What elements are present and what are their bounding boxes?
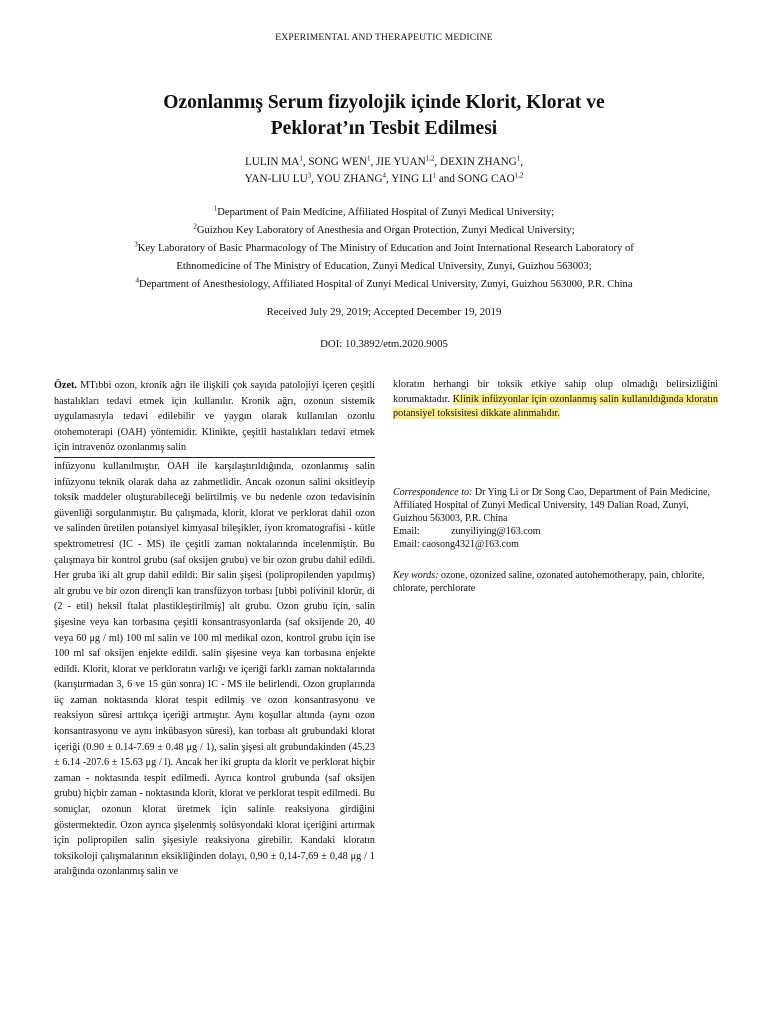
affiliation-text: Department of Pain Medicine, Affiliated Hospital of Zunyi Medical University; xyxy=(217,207,555,218)
email-label: Email: xyxy=(393,526,420,537)
highlighted-sentence: Klinik infüzyonlar için ozonlanmış salin kullanıldığında kloratın potansiyel toksisitesi dikkate alınmalıdır. xyxy=(393,393,718,420)
author-line-1 xyxy=(84,154,684,171)
abstract-continuation xyxy=(393,378,718,422)
author-affil-sup: 1 xyxy=(516,154,521,163)
author-name: LULIN MA xyxy=(244,156,300,168)
keywords-label: Key words: xyxy=(393,570,439,581)
affiliation-number: 1 xyxy=(213,204,218,213)
author-affil-sup: 4 xyxy=(382,171,387,180)
title-line-1: Ozonlanmış Serum fizyolojik içinde Klorit, Klorat ve xyxy=(163,92,605,113)
paper-title xyxy=(84,90,684,142)
correspondence-address: Dr Ying Li or Dr Song Cao, Department of Pain Medicine, Affiliated Hospital of Zunyi Medical University, 149 Dalian Road, Zunyi, Guizhou 563003, P.R. China xyxy=(393,487,710,524)
affiliation-text: Guizhou Key Laboratory of Anesthesia and Organ Protection, Zunyi Medical University; xyxy=(196,225,575,236)
correspondence-block xyxy=(393,486,718,551)
author-affil-sup: 1,2 xyxy=(514,171,524,180)
author-line-2 xyxy=(84,171,684,188)
email-row-2 xyxy=(393,538,718,551)
author-name: and SONG CAO xyxy=(436,173,515,185)
author-name: , DEXIN ZHANG xyxy=(434,156,517,168)
author-separator: , xyxy=(520,156,524,168)
email-link[interactable]: caosong4321@163.com xyxy=(422,539,519,550)
author-affil-sup: 1,2 xyxy=(425,154,435,163)
affiliation-1 xyxy=(60,204,708,222)
author-name: , YOU ZHANG xyxy=(311,173,383,185)
keywords-block xyxy=(393,569,718,595)
author-affil-sup: 1 xyxy=(432,171,437,180)
keywords-text: ozone, ozonized saline, ozonated autohemotherapy, pain, chlorite, chlorate, perchlorate xyxy=(393,570,705,594)
email-link[interactable]: zunyiliying@163.com xyxy=(451,526,541,537)
affiliation-3 xyxy=(60,240,708,258)
email-row-1 xyxy=(393,525,718,538)
abstract-right-column xyxy=(393,378,718,422)
affiliation-number: 4 xyxy=(135,276,139,285)
email-label: Email: xyxy=(393,539,420,550)
abstract-text: MTıbbi ozon, kronik ağrı ile ilişkili çok sayıda patolojiyi içeren çeşitli hastalıkları tedavi etmek için kullanılır. Kronik ağrı, ozonun sistemik uygulamasıyla tedavi edilebilir ve yaygın olarak kullanılan ozonlu otohemoterapi (OAH) yöntemidir. Klinikte, çeşitli hastalıkları tedavi etmek için intravenöz ozonlanmış salin xyxy=(54,380,375,454)
author-name: YAN-LIU LU xyxy=(244,173,308,185)
journal-header: EXPERIMENTAL AND THERAPEUTIC MEDICINE xyxy=(275,33,493,43)
received-dates: Received July 29, 2019; Accepted December 19, 2019 xyxy=(266,306,502,318)
correspondence-label: Correspondence to: xyxy=(393,487,473,498)
author-name: , SONG WEN xyxy=(302,156,367,168)
author-affil-sup: 3 xyxy=(307,171,312,180)
affiliation-3-cont: Ethnomedicine of The Ministry of Education, Zunyi Medical University, Zunyi, Guizhou 563003; xyxy=(176,261,592,272)
affiliations xyxy=(60,204,708,294)
affiliation-text: Department of Anesthesiology, Affiliated Hospital of Zunyi Medical University, Zunyi, Guizhou 563000, P.R. China xyxy=(138,279,633,290)
affiliation-4 xyxy=(60,276,708,294)
abstract-paragraph-2: infüzyonu kullanılmıştır. OAH ile karşılaştırıldığında, ozonlanmış salin infüzyonu teknik olarak daha az zahmetlidir. Ancak ozonun salini oksitleyip toksik maddeler oluşturabileceği belirtilmiş ve bu nedenle ozon tedavisinin güvenliği sorgulanmıştır. Bu çalışmada, klorit, klorat ve perklorat dahil ozon ve salinden üretilen potansiyel kimyasal bileşikler, iyon kromatografisi - kütle spektrometresi (IC - MS) ile çeşitli zaman noktalarında incelenmiştir. Bu çalışmaya bir kontrol grubu (saf oksijen grubu) ve bir ozon grubu dahil edildi. Her gruba iki alt grup dahil edildi: Bir salin şişesi (polipropilenden yapılmış) alt grubu ve bir ozon dirençli kan transfüzyon torbası [tıbbi polivinil klorür, di (2 - etil) heksil ftalat plastikleştirilmiş] alt grubu. Ozon grubu için, salin şişesine veya kan torbasına çeşitli konsantrasyonlarda (saf oksijende 20, 40 veya 60 μg / ml) 100 ml salin ve 100 ml medikal ozon, kontrol grubu için ise 100 ml saf oksijen enjekte edildi. salin şişesine veya kan torbasına enjekte edildi. Klorit, klorat ve perkloratın varlığı ve içeriği farklı zaman noktalarında (karıştırmadan 3, 6 ve 15 gün sonra) IC - MS ile belirlendi. Ozon gruplarında üç zaman noktasında klorat tespit edilmiş ve ozon konsantrasyonu ve reaksiyon süresi arttıkça içeriği artmıştır. Aynı koşullar altında (aynı ozon konsantrasyonu ve aynı inkübasyon süresi), kan torbası alt grubundaki klorat içeriği (0.90 ± 0.14-7.69 ± 0.48 μg / 1), salin şişesi alt grubundakinden (45.23 ± 6.14 -207.6 ± 15.63 μg / l). Ancak her iki grupta da klorit ve perklorat hiçbir zaman - noktasında tespit edilmedi. Ayrıca kontrol grubunda (saf oksijen grubu) hiçbir zaman - noktasında klorit, klorat ve perklorat tespit edilmedi. Bu sonuçlar, ozonun klorat üretmek için salinle reaksiyona girdiğini göstermektedir. Ozon ayrıca şişelenmiş solüsyondaki klorat içeriğini artırmak için polipropilen salin şişesiyle reaksiyona girebilir. Kandaki kloratın toksikoloji çalışmalarının eksikliğinden dolayı, 0,90 ± 0,14-7,69 ± 0,48 μg / 1 aralığında ozonlanmış salin ve xyxy=(54,457,375,880)
author-affil-sup: 1 xyxy=(299,154,303,163)
author-list xyxy=(84,154,684,188)
correspondence-text xyxy=(393,486,718,525)
affiliation-number: 2 xyxy=(193,222,197,231)
author-name: , JIE YUAN xyxy=(370,156,426,168)
author-affil-sup: 1 xyxy=(366,154,371,163)
author-name: , YING LI xyxy=(386,173,433,185)
abstract-paragraph-1 xyxy=(54,378,375,456)
doi-line: DOI: 10.3892/etm.2020.9005 xyxy=(320,338,448,350)
abstract-left-column xyxy=(54,378,375,880)
abstract-continuation-text: kloratın herhangi bir toksik etkiye sahip olup olmadığı belirsizliğini korumaktadır. xyxy=(393,379,718,405)
affiliation-text: Key Laboratory of Basic Pharmacology of The Ministry of Education and Joint International Research Laboratory of xyxy=(137,243,634,254)
abstract-label: Özet. xyxy=(54,380,77,391)
title-line-2: Peklorat’ın Tesbit Edilmesi xyxy=(270,118,498,139)
affiliation-number: 3 xyxy=(134,240,138,249)
affiliation-2 xyxy=(60,222,708,240)
